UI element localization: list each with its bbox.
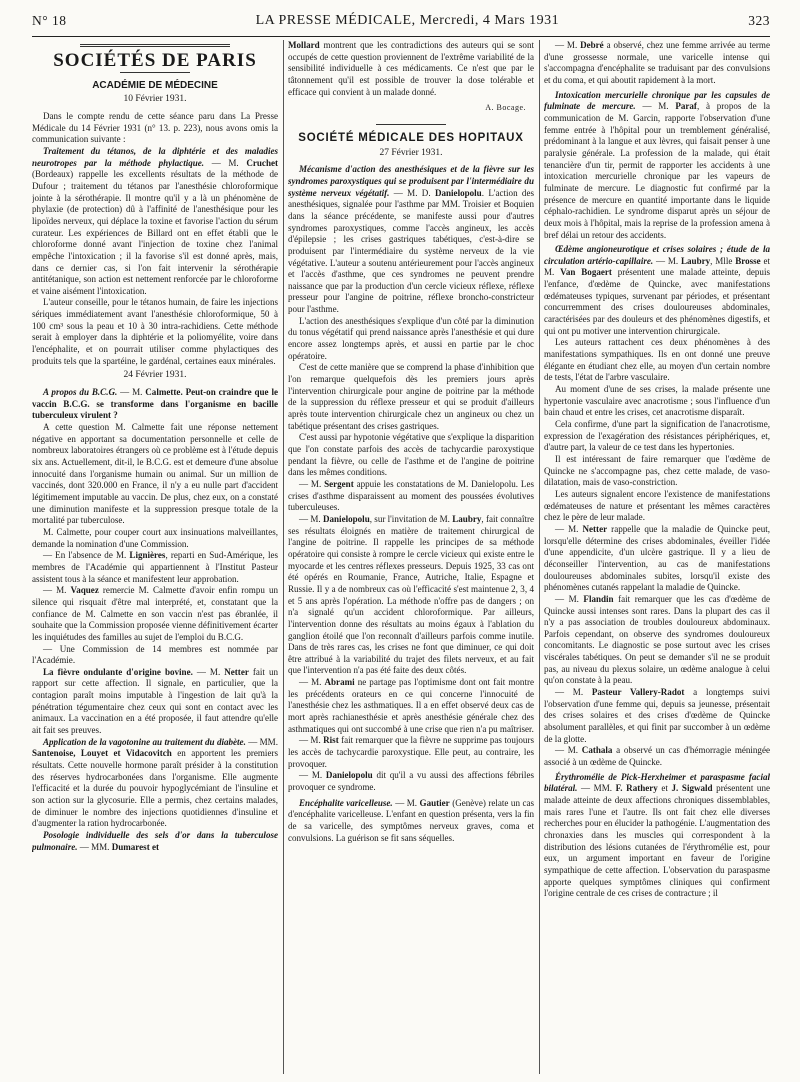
article-paragraph: Application de la vagotonine au traitement du diabète. — MM. Santenoise, Louyet et Vidacovitch en apportent les premiers résultats. Cette nouvelle hormone paraît présider à la constitution des réserves hydrocarbonées dans l'organisme. Elle augmente l'efficacité et la durée du pouvoir hypoglycémiant de l'insuline et son action sur la glycosurie. Elle a permis, chez certains malades, de diminuer le nombre des injections quotidiennes d'insuline et d'augmenter la ration hydrocarbonée. xyxy=(32,736,278,829)
author-name: Sergent xyxy=(324,478,354,489)
author-name: Laubry xyxy=(452,513,482,524)
page-header xyxy=(32,10,770,32)
author-name: Paraf xyxy=(675,101,697,112)
article-paragraph: M. Calmette, pour couper court aux insinuations malveillantes, demande la nomination d'une Commission. xyxy=(32,526,278,549)
author-name: Cruchet xyxy=(246,157,278,168)
article-heading: La fièvre ondulante d'origine bovine. xyxy=(43,666,193,677)
author-name: Gautier xyxy=(419,797,450,808)
article-heading: Posologie individuelle des sels d'or dans la tuberculose pulmonaire. xyxy=(32,830,278,852)
author-name: J. Sigwald xyxy=(671,783,713,794)
issue-number: N° 18 xyxy=(32,13,67,28)
article-paragraph: — M. Rist fait remarquer que la fièvre ne supprime pas toujours les accès de tachycardie paroxystique. Elle peut, au contraire, les provoquer. xyxy=(288,735,534,769)
author-name: Danielopolu xyxy=(322,513,370,524)
column-1 xyxy=(32,40,278,1074)
author-name: Cathala xyxy=(581,745,613,756)
column-2 xyxy=(288,40,534,1074)
article-paragraph: Il est intéressant de faire remarquer que l'œdème de Quincke ne s'accompagne pas, chez cette malade, de vaso-dilatation, mais de vaso-constriction. xyxy=(544,453,770,488)
session-date: 27 Février 1931. xyxy=(379,147,443,158)
article-paragraph: Œdème angioneurotique et crises solaires ; étude de la circulation artério-capillaire. — M. Laubry, Mlle Brosse et M. Van Bogaert présentent une malade atteinte, depuis l'enfance, d'œdème de Quincke, avec manifestations œdémateuses typiques, survenant par périodes, et présentant concurremment des crises douloureuses abdominales, caractérisées par des douleurs et des phénomènes digestifs, et qui ont pu motiver une intervention chirurgicale. xyxy=(544,244,770,336)
article-paragraph: — En l'absence de M. Lignières, reparti en Sud-Amérique, les membres de l'Académie qui appartiennent à l'Institut Pasteur assistent tous à la séance et manifestent leur approbation. xyxy=(32,550,278,584)
article-paragraph: — M. Vaquez remercie M. Calmette d'avoir enfin rompu un silence qui risquait d'être mal interprété, et, constatant que la confiance de M. Calmette en son vaccin n'est pas ébranlée, il souhaite que la Commission proposée vienne définitivement écarter les inquiétudes des familles au sujet de l'emploi du B.C.G. xyxy=(32,585,278,642)
article-paragraph: A propos du B.C.G. — M. Calmette. Peut-on craindre que le vaccin B.C.G. se transforme dans l'organisme en bacille tuberculeux virulent ? xyxy=(32,387,278,421)
author-name: Dumarest et xyxy=(111,841,160,852)
article-paragraph: Les auteurs signalent encore l'existence de manifestations œdémateuses de nature et présentant les mêmes caractères chez le père de leur malade. xyxy=(544,488,770,523)
author-name: Calmette xyxy=(145,387,181,398)
article-paragraph: — M. Abrami ne partage pas l'optimisme dont ont fait montre les précédents orateurs en ce qui concerne l'innocuité de l'anesthésie chez les asthmatiques. Il a en effet observé deux cas de mort après rachianesthésie et après anesthésie générale chez des asthmatiques qui ont succombé à une crise que rien n'a pu maîtriser. xyxy=(288,677,534,734)
section-rule xyxy=(120,72,190,73)
header-rule xyxy=(32,36,770,37)
article-paragraph: Intoxication mercurielle chronique par les capsules de fulminate de mercure. — M. Paraf, à propos de la communication de M. Garcin, rapporte l'observation d'une femme entrée à l'hôpital pour un tremblement généralisé, prédominant à la langue et aux lèvres, qui faisait penser à une paralysie générale. La profession de la malade, qui était tenancière d'un tir, permit de rapporter les accidents à une intoxication mercurielle chronique par les vapeurs de fulminate de mercure. Le diagnostic fut confirmé par la présence de mercure en quantité importante dans le liquide céphalo-rachidien. Le syndrome disparut après un séjour de deux mois à l'hôpital, mais la reprise de la profession amena à bref délai un retour des accidents. xyxy=(544,89,770,240)
page-number: 323 xyxy=(748,13,770,28)
article-paragraph: — M. Flandin fait remarquer que les cas d'œdème de Quincke aussi intenses sont rares. Dans la plupart des cas il n'y a pas association de troubles douloureux abdominaux. Parfois cependant, on observe des syndromes douloureux concomitants. Le diagnostic se pose surtout avec les crises viscérales tabétiques. On peut se demander s'il ne se produit pas, au niveau du plexus solaire, un œdème analogue à celui qu'on constate à la peau. xyxy=(544,593,770,686)
author-name: Brosse xyxy=(735,255,761,266)
author-name: Van Bogaert xyxy=(560,267,612,278)
article-heading: Traitement du tétanos, de la diphtérie et des maladies neurotropes par la méthode phylactique. xyxy=(32,145,278,168)
article-paragraph: Au moment d'une de ses crises, la malade présente une hypertonie vasculaire avec anacrotisme ; sous l'influence d'un bain chaud et entre les crises, cet anacrotisme disparaît. xyxy=(544,384,770,418)
article-paragraph: — M. Cathala a observé un cas d'hémorragie méningée associé à un œdème de Quincke. xyxy=(544,745,770,768)
article-heading: Œdème angioneurotique et crises solaires ; étude de la circulation artério-capillaire. xyxy=(544,244,770,266)
author-name: Rist xyxy=(323,735,339,746)
author-name: Mollard xyxy=(288,40,320,50)
author-name: F. Rathery xyxy=(615,783,658,794)
article-paragraph: Encéphalite varicelleuse. — M. Gautier (Genève) relate un cas d'encéphalite varicelleuse. L'enfant en question présenta, vers la fin de sa varicelle, des symptômes nerveux graves, coma et convulsions. La guérison se fit sans séquelles. xyxy=(288,797,534,843)
article-paragraph: — M. Pasteur Vallery-Radot a longtemps suivi l'observation d'une femme qui, depuis sa jeunesse, présentait des crises solaires et des crises d'œdème de Quincke absolument parallèles, et qui finit par succomber à un œdème de la glotte. xyxy=(544,687,770,744)
article-heading: A propos du B.C.G. xyxy=(43,387,118,398)
article-heading: Application de la vagotonine au traitement du diabète. xyxy=(43,736,246,747)
article-paragraph: — M. Netter rappelle que la maladie de Quincke peut, lorsqu'elle détermine des crises abdominales, éveiller l'idée d'une appendicite, d'un ulcère gastrique. Il y a lieu de déconseiller l'intervention, au cas de manifestations douloureuses abdominales subites, lorsqu'il existe des phénomènes cutanés rappelant la maladie de Quincke. xyxy=(544,523,770,593)
author-name: Danielopolu xyxy=(325,770,373,781)
article-paragraph: L'action des anesthésiques s'explique d'un côté par la diminution du tonus végétatif qui prend naissance après l'anesthésie et qui dure encore assez longtemps après, et aussi en partie par le choc opératoire. xyxy=(288,315,534,361)
article-heading: Intoxication mercurielle chronique par les capsules de fulminate de mercure. xyxy=(544,89,770,112)
article-paragraph: L'auteur conseille, pour le tétanos humain, de faire les injections sériques immédiatement avant l'anesthésie chloroformique, 50 à 100 cm³ sous la peau et 10 à 30 intra-rachidiens. Cette méthode serait à employer dans la diphtérie et la poliomyélite, voire dans l'encéphalite, et on pourrait utiliser comme phylactiques des produits tels que la spartéine, le gardénal, certaines eaux minérales. xyxy=(32,297,278,366)
article-paragraph: — Une Commission de 14 membres est nommée par l'Académie. xyxy=(32,643,278,666)
author-name: Danielopolu xyxy=(434,187,482,198)
signature: A. Bocage. xyxy=(485,103,526,113)
article-paragraph: — M. Debré a observé, chez une femme arrivée au terme d'une grossesse normale, une varicelle intense qui s'accompagna d'encéphalite se traduisant par des convulsions et du coma, et qui aboutit rapidement à la mort. xyxy=(544,40,770,85)
article-paragraph: Les auteurs rattachent ces deux phénomènes à des manifestations sympathiques. Ils en ont donné une preuve élégante en étudiant chez elle, au moyen d'un certain nombre de tests, l'état de l'arbre vasculaire. xyxy=(544,337,770,383)
section-rule xyxy=(376,124,446,125)
session-date: 10 Février 1931. xyxy=(123,94,187,105)
article-paragraph: Mécanisme d'action des anesthésiques et de la fièvre sur les syndromes paroxystiques qui se produisent par l'intermédiaire du système nerveux végétatif. — M. D. Danielopolu. L'action des anesthésiques, signalée pour l'asthme par MM. Troisier et Boquien dans la séance précédente, se manifeste aussi pour d'autres syndromes paroxystiques, comme l'accès angineux, les accès d'épilepsie ; les crises gastriques tabétiques, c'est-à-dire se produisent par l'intermédiaire du système nerveux de la vie végétative. L'auteur a soutenu antérieurement pour l'accès angineux et l'accès d'asthme, que ces syndromes ne peuvent prendre naissance que par la production d'un cercle vicieux réflexe, réflexe presseur pour l'angine de poitrine, réflexe broncho-constricteur pour l'asthme. xyxy=(288,164,534,315)
article-paragraph: Mollard montrent que les contradictions des auteurs qui se sont occupés de cette question proviennent de l'extrême variabilité de la sensibilité individuelle à ces médicaments. Ce n'est que par le tâtonnement qu'il est possible de trouver la dose tolérable et efficace qui convient à un malade donné. xyxy=(288,40,534,97)
author-name: Santenoise, Louyet et Vidacovitch xyxy=(32,748,172,759)
publication-title: LA PRESSE MÉDICALE, Mercredi, 4 Mars 1931 xyxy=(255,13,560,28)
session-date: 24 Février 1931. xyxy=(123,370,187,381)
article-heading: Encéphalite varicelleuse. xyxy=(299,797,393,808)
article-paragraph: C'est aussi par hypotonie végétative que s'explique la disparition que l'on constate parfois des accès de tachycardie paroxystique pendant la fièvre, ou celle de l'asthme et de l'angine de poitrine dans les mêmes conditions. xyxy=(288,432,534,478)
column-3 xyxy=(544,40,770,1074)
author-name: Flandin xyxy=(583,593,614,604)
article-paragraph: La fièvre ondulante d'origine bovine. — M. Netter fait un rapport sur cette affection. Il signale, en particulier, que la contagion paraît moins imputable à l'ingestion de lait qu'à la pénétration tégumentaire chez ceux qui sont en contact avec les animaux. La vaccination en a été proposée, il faut attendre qu'elle ait fait ses preuves. xyxy=(32,666,278,736)
article-paragraph: Traitement du tétanos, de la diphtérie et des maladies neurotropes par la méthode phylactique. — M. Cruchet (Bordeaux) rappelle les excellents résultats de la méthode de Dufour ; traitement du tétanos par l'anesthésie chloroformique jointe à la sérothérapie. Il montre qu'il y a là un phénomène de phylaxie (de protection) dû à l'affinité de l'anesthésique pour les lipoïdes nerveux, qui déplace la toxine et favorise l'action du sérum curateur. Les expériences de Billard ont en effet établi que le chloroforme donné avant l'injection de toxine chez l'animal empêche l'intoxication ; il la favorise s'il est donné après, mais, dans ce dernier cas, si l'on fait intervenir la sérothérapie antitétanique, son action est nettement renforcée par le chloroforme et vaine aisément l'intoxication. xyxy=(32,145,278,296)
author-name: Debré xyxy=(580,40,604,50)
author-name: Abrami xyxy=(324,677,355,688)
section-title: SOCIÉTÉS DE PARIS xyxy=(53,50,257,71)
intro-paragraph: Dans le compte rendu de cette séance paru dans La Presse Médicale du 14 Février 1931 (n° 13. p. 223), nous avons omis la communication suivante : xyxy=(32,110,278,145)
author-name: Netter xyxy=(224,666,249,677)
author-name: Lignières xyxy=(129,550,166,561)
author-name: Laubry xyxy=(681,255,711,266)
author-name: Vaquez xyxy=(70,585,99,596)
article-paragraph: Cela confirme, d'une part la signification de l'anacrotisme, expression de l'exagération des résistances périphériques, et, d'autre part, la valeur de ce test dans les hypertonies. xyxy=(544,419,770,453)
article-paragraph: Posologie individuelle des sels d'or dans la tuberculose pulmonaire. — MM. Dumarest et xyxy=(32,830,278,852)
article-paragraph: — M. Danielopolu dit qu'il a vu aussi des affections fébriles provoquer ce syndrome. xyxy=(288,770,534,793)
article-paragraph: C'est de cette manière que se comprend la phase d'inhibition que l'on remarque quelquefois dès les premiers jours après l'intervention chirurgicale pour angine de poitrine par la méthode de la suppression du réflexe presseur et qui se produit d'ailleurs après toute intervention chirurgicale chez un angineux ou chez un tabétique présentant des crises gastriques. xyxy=(288,362,534,431)
article-paragraph: — M. Sergent appuie les constatations de M. Danielopolu. Les crises d'asthme disparaissent au moment des poussées évolutives tuberculeuses. xyxy=(288,478,534,513)
article-heading: Érythromélie de Pick-Herxheimer et paraspasme facial bilatéral. xyxy=(544,771,770,794)
article-heading: Mécanisme d'action des anesthésiques et de la fièvre sur les syndromes paroxystiques qui se produisent par l'intermédiaire du système nerveux végétatif. xyxy=(288,164,534,198)
author-name: Pasteur Vallery-Radot xyxy=(591,687,685,698)
article-paragraph: Érythromélie de Pick-Herxheimer et paraspasme facial bilatéral. — MM. F. Rathery et J. Sigwald présentent une malade atteinte de deux affections chroniques dissemblables, mais rares l'une et l'autre. Ils ont fait chez elle diverses recherches pour en élucider la pathogénie. L'augmentation des chronaxies dans les muscles qui correspondent à la distribution des lésions cutanées de l'érythromélie est, pour eux, un argument important en faveur de l'origine sympathique de cette affection. L'observation du paraspasme apporte quelques symptômes cliniques qui confirment l'origine centrale de ces crises de contracture ; il xyxy=(544,771,770,899)
article-paragraph: A cette question M. Calmette fait une réponse nettement négative en apportant sa documentation personnelle et celle de nombreux laboratoires étrangers où ce problème est à l'étude depuis six ans. Actuellement, dit-il, le B.C.G. est et demeure d'une absolue innocuité dans l'organisme humain ou animal. Sur un million de vaccinés, dont 320.000 en France, il n'y a eu nulle part d'accident légitimement imputable au vaccin. De plus, chez eux, on a constaté une diminution manifeste et la suppression presque totale de la mortalité par tuberculose. xyxy=(32,422,278,526)
author-name: Netter xyxy=(582,523,608,534)
title-rule xyxy=(80,44,230,47)
article-paragraph: — M. Danielopolu, sur l'invitation de M. Laubry, fait connaître ses résultats éloignés en matière de traitement chirurgical de l'angine de poitrine. Il rappelle les principes de sa méthode opératoire qui consiste à rompre le cercle vicieux qui existe entre le myocarde et les centres réflexes presseurs. Depuis 1925, 33 cas ont été opérés en Roumanie, France, Autriche, Italie, Espagne et Russie. Il y a de nombreux cas où l'efficacité s'est maintenue 2, 3, 4 et 5 ans après l'opération. La méthode n'offre pas de dangers ; on n'a signalé qu'un accident chloroformique. Par ailleurs, l'intervention donne des résultats au moins égaux à l'ablation du ganglion étoilé que l'on reconnaît d'ailleurs parfois comme inutile. Dans de très rares cas, les crises ne font que diminuer, ce qui doit être attribué à la variabilité du trajet des filets nerveux, et au fait que l'intervention n'a pas été faite des deux côtés. xyxy=(288,513,534,676)
society-heading: SOCIÉTÉ MÉDICALE DES HOPITAUX xyxy=(298,131,524,144)
column-divider xyxy=(283,40,284,1074)
society-heading: ACADÉMIE DE MÉDECINE xyxy=(92,79,218,91)
column-divider xyxy=(539,40,540,1074)
